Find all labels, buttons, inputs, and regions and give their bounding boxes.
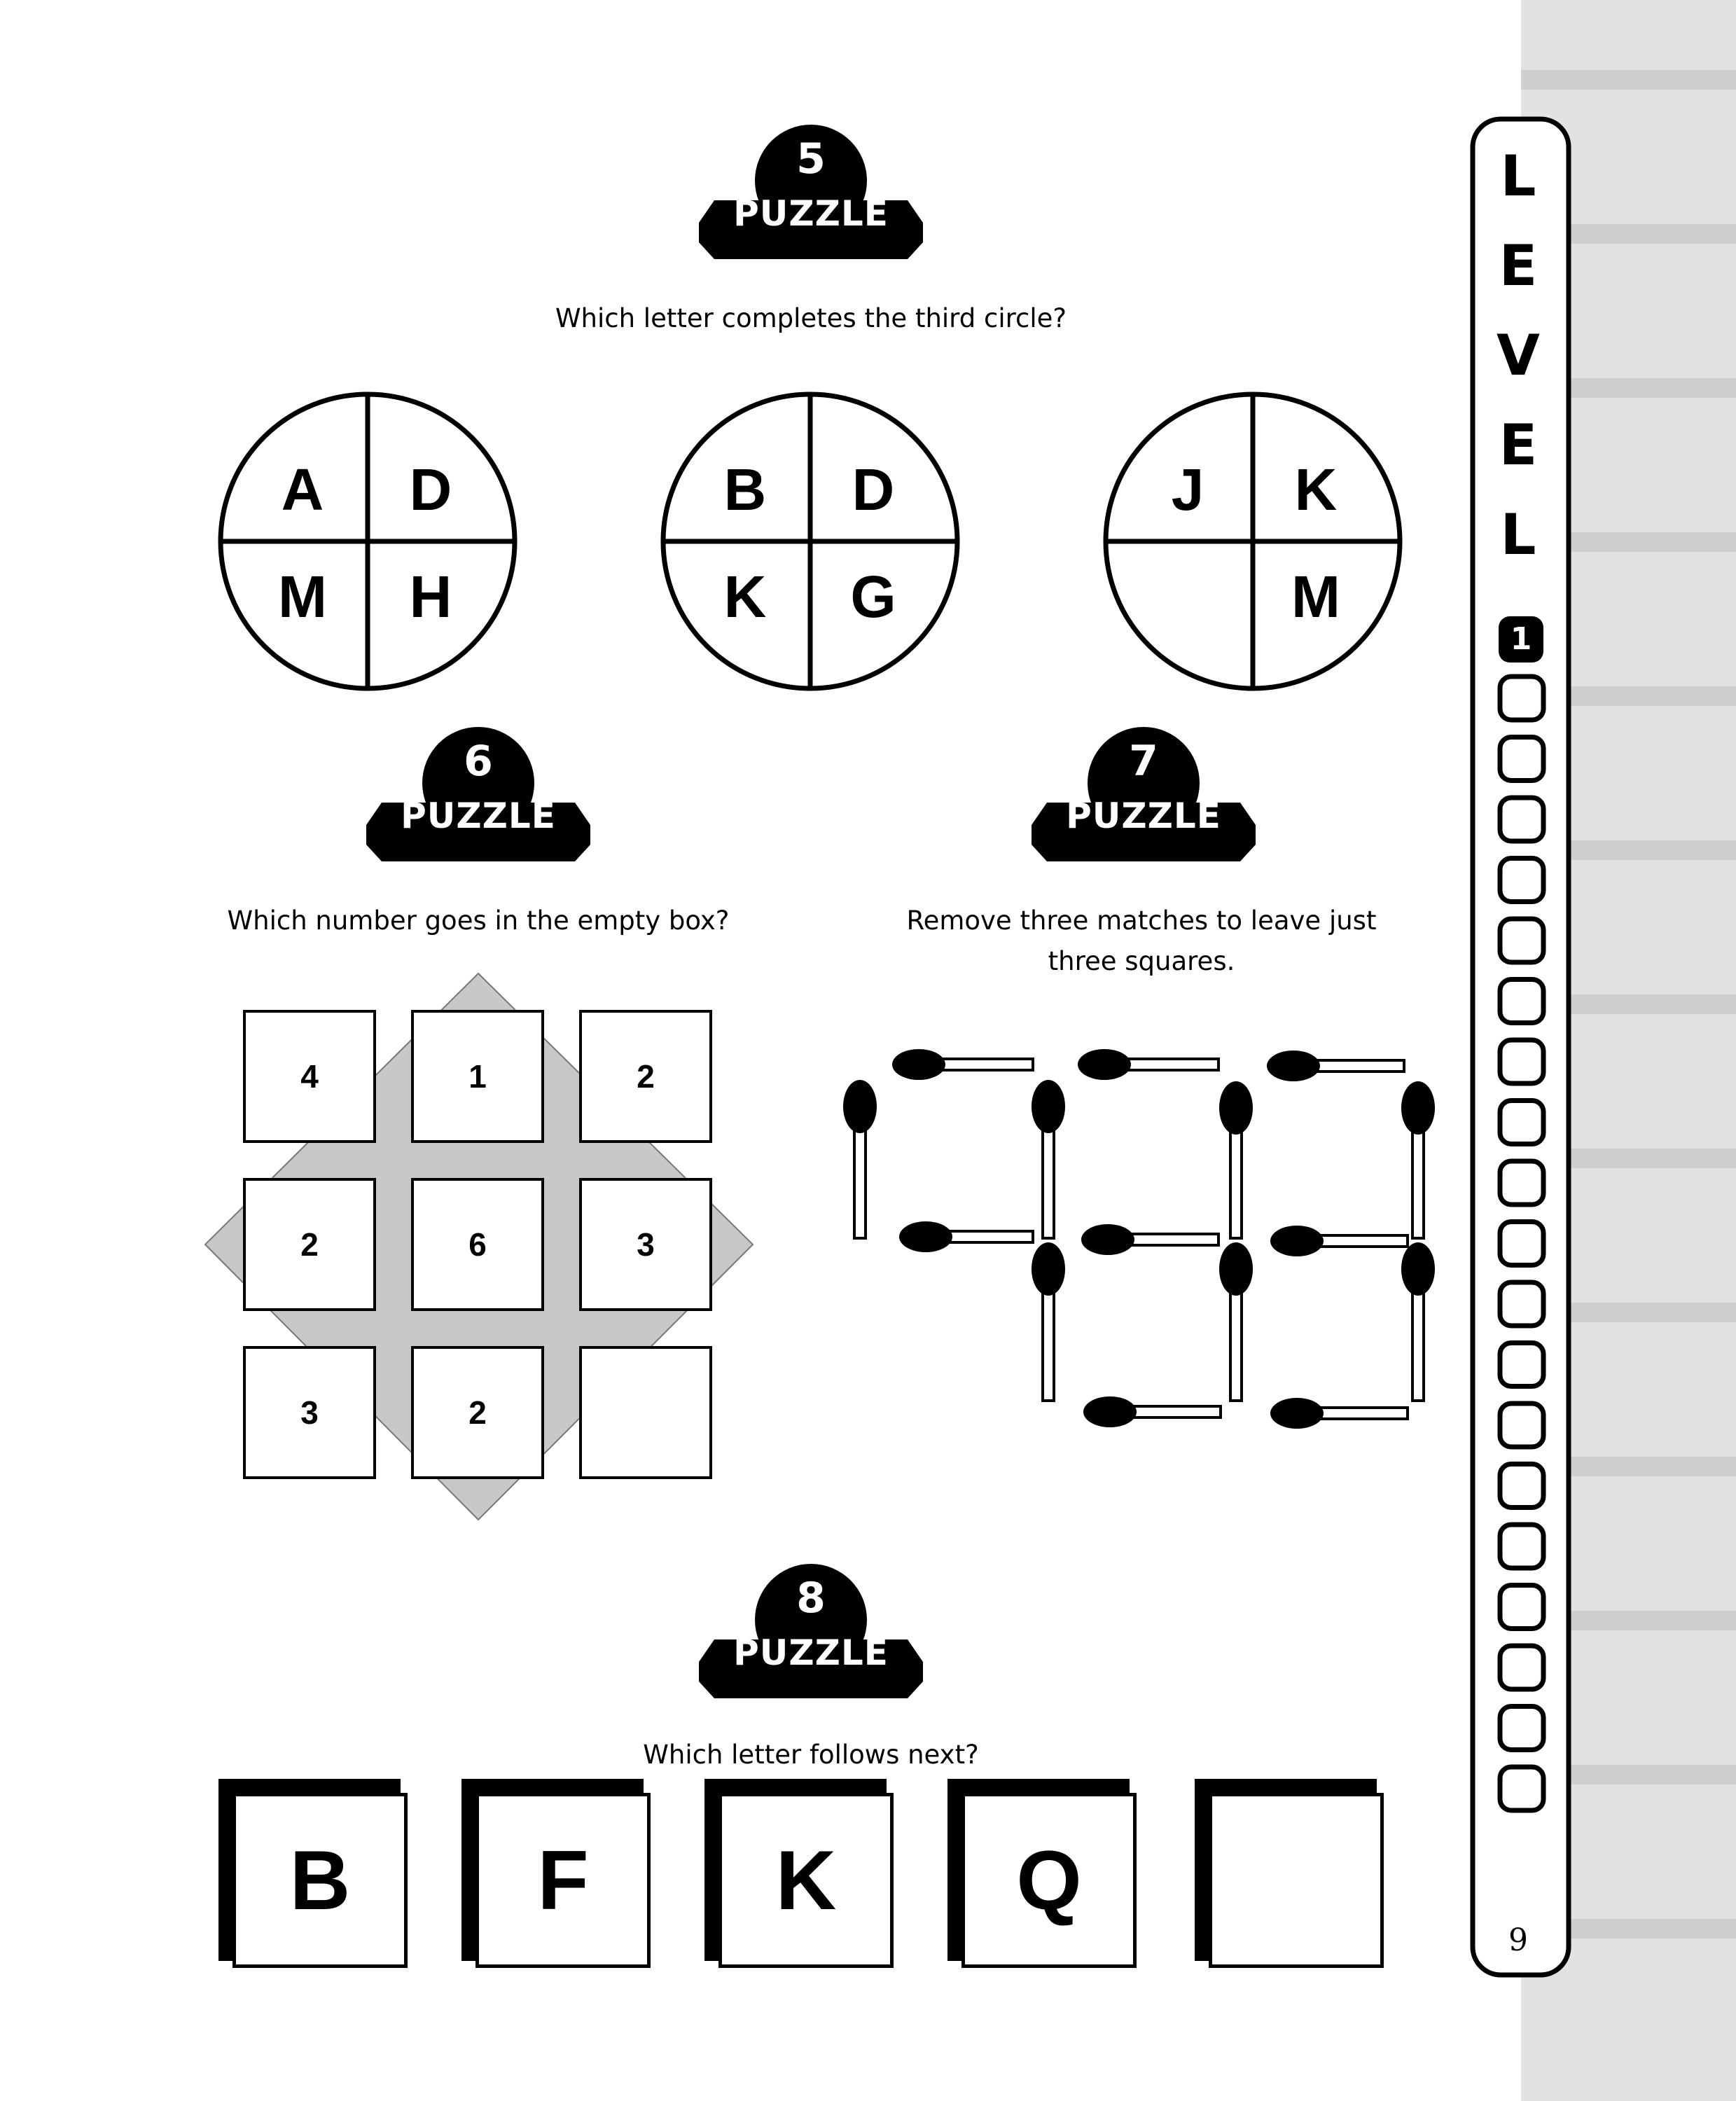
match-head — [899, 1221, 952, 1252]
match-head — [1032, 1242, 1065, 1296]
match-head — [843, 1080, 877, 1133]
match-head — [1083, 1396, 1137, 1427]
page-number: 9 — [1508, 1922, 1528, 1958]
progress-checkbox — [1500, 798, 1543, 841]
grid-cell-r3c2: 2 — [411, 1346, 544, 1479]
circle-2-top-left: B — [723, 457, 767, 522]
puzzle-7-question-line-2: three squares. — [1048, 946, 1235, 976]
progress-checkbox — [1500, 1707, 1543, 1750]
progress-checkbox — [1500, 1222, 1543, 1266]
sequence-card-1: B — [232, 1793, 408, 1968]
circle-3-bottom-right: M — [1291, 564, 1340, 630]
match-head — [1219, 1242, 1253, 1296]
circle-1-bottom-right: H — [409, 564, 452, 630]
puzzle-5-question: Which letter completes the third circle? — [555, 303, 1067, 333]
level-letter-4: E — [1499, 412, 1538, 478]
grid-cell-r3c3-empty — [579, 1346, 712, 1479]
puzzle-6-number: 6 — [464, 737, 493, 786]
match-head — [1401, 1081, 1435, 1135]
puzzle-8-label: PUZZLE — [733, 1632, 889, 1673]
progress-checkbox — [1500, 919, 1543, 962]
letter-circle-2 — [663, 394, 957, 688]
progress-checkbox — [1500, 1161, 1543, 1205]
progress-checkbox — [1500, 1646, 1543, 1689]
grid-cell-r2c2: 6 — [411, 1178, 544, 1311]
circle-3-top-right: K — [1294, 457, 1338, 522]
progress-checkbox — [1500, 1464, 1543, 1508]
match-head — [1270, 1226, 1324, 1256]
puzzle-6-badge — [363, 727, 594, 853]
matchstick-figure — [843, 1049, 1435, 1429]
level-letter-2: E — [1499, 233, 1538, 298]
puzzle-5-number: 5 — [796, 134, 826, 183]
progress-checkbox — [1500, 1767, 1543, 1810]
grid-cell-r2c3: 3 — [579, 1178, 712, 1311]
puzzle-7-badge — [1028, 727, 1259, 853]
circle-3-top-left: J — [1171, 457, 1204, 522]
grid-cell-r1c3: 2 — [579, 1010, 712, 1143]
level-number-badge: 1 — [1499, 616, 1543, 663]
match-head — [1219, 1081, 1253, 1135]
puzzle-8-question: Which letter follows next? — [643, 1740, 979, 1770]
grid-cell-r1c1: 4 — [243, 1010, 376, 1143]
sequence-card-3: K — [718, 1793, 894, 1968]
level-letter-3: V — [1497, 323, 1540, 388]
progress-checkbox — [1500, 1525, 1543, 1568]
circle-2-top-right: D — [852, 457, 895, 522]
match-head — [892, 1049, 945, 1080]
puzzle-5-label: PUZZLE — [733, 193, 889, 234]
grid-cell-r3c1: 3 — [243, 1346, 376, 1479]
match-head — [1267, 1050, 1320, 1081]
grid-cell-r2c1: 2 — [243, 1178, 376, 1311]
progress-checkbox — [1500, 980, 1543, 1023]
match-head — [1081, 1224, 1134, 1255]
puzzle-8-badge — [695, 1564, 926, 1690]
sequence-card-5-empty — [1209, 1793, 1384, 1968]
puzzle-8-number: 8 — [796, 1574, 826, 1623]
progress-checkbox — [1500, 1403, 1543, 1447]
grid-cell-r1c2: 1 — [411, 1010, 544, 1143]
circle-2-bottom-left: K — [723, 564, 767, 630]
puzzle-5-badge — [695, 125, 926, 251]
progress-checkbox — [1500, 1040, 1543, 1083]
progress-checkbox — [1500, 859, 1543, 902]
letter-circle-1 — [221, 394, 515, 688]
match-head — [1032, 1080, 1065, 1133]
sequence-card-4: Q — [961, 1793, 1137, 1968]
circle-1-top-right: D — [409, 457, 452, 522]
puzzle-7-number: 7 — [1129, 737, 1158, 786]
match-head — [1401, 1242, 1435, 1296]
level-letter-1: L — [1500, 144, 1536, 209]
progress-checkbox — [1500, 1101, 1543, 1144]
level-letter-5: L — [1500, 502, 1536, 567]
circle-3-bottom-left — [1146, 558, 1230, 635]
circle-1-bottom-left: M — [278, 564, 327, 630]
progress-checkbox — [1500, 1343, 1543, 1387]
match-head — [1270, 1398, 1324, 1429]
progress-checkbox — [1500, 1282, 1543, 1326]
progress-checkbox — [1500, 677, 1543, 720]
progress-checkbox — [1500, 1586, 1543, 1629]
circle-2-bottom-right: G — [850, 564, 896, 630]
puzzle-7-question-line-1: Remove three matches to leave just — [906, 906, 1377, 936]
puzzle-6-question: Which number goes in the empty box? — [227, 906, 730, 936]
puzzle-7-label: PUZZLE — [1066, 796, 1221, 836]
match-head — [1078, 1049, 1131, 1080]
progress-checkbox — [1500, 737, 1543, 781]
circle-1-top-left: A — [281, 457, 324, 522]
sequence-card-2: F — [475, 1793, 651, 1968]
letter-circle-3 — [1106, 394, 1400, 688]
puzzle-6-label: PUZZLE — [401, 796, 556, 836]
